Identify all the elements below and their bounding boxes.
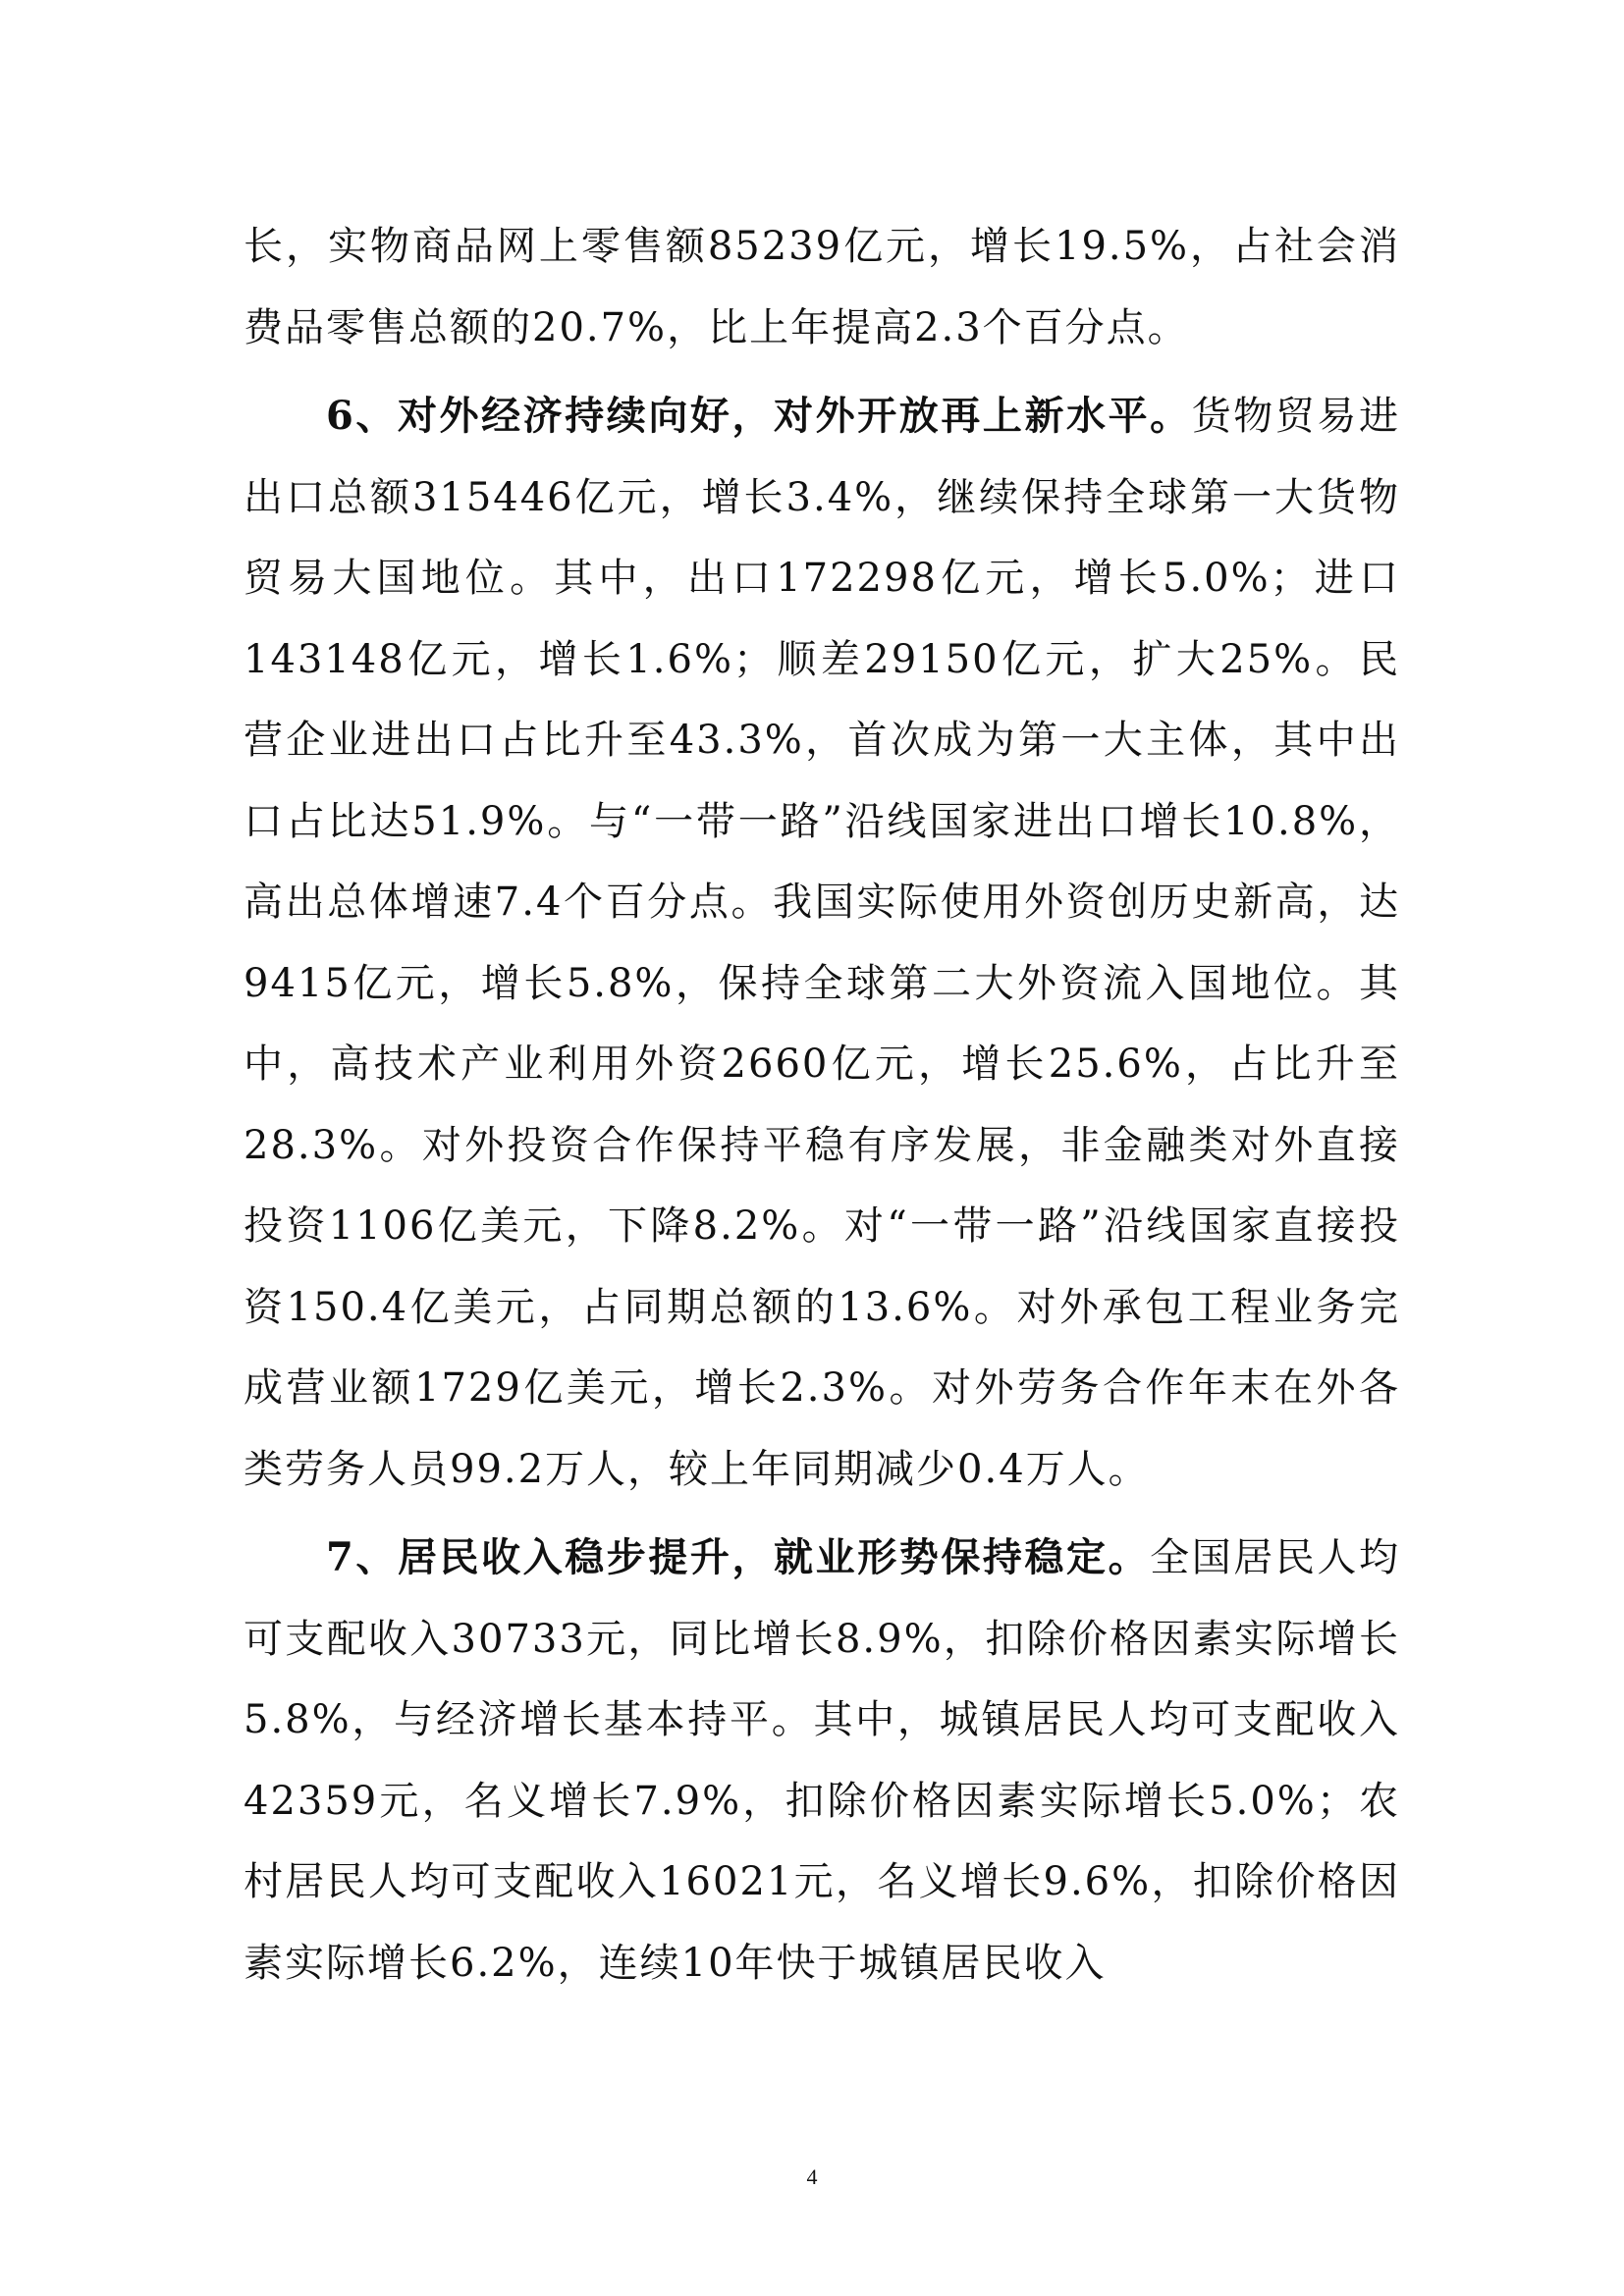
page-number: 4	[806, 2164, 818, 2189]
section-heading-7: 7、居民收入稳步提升，就业形势保持稳定。	[326, 1534, 1151, 1580]
paragraph-continued	[244, 206, 1400, 368]
body-text	[244, 206, 1400, 2003]
paragraph-text: 货物贸易进出口总额315446亿元，增长3.4%，继续保持全球第一大货物贸易大国地位。其中，出口172298亿元，增长5.0%；进口143148亿元，增长1.6%；顺差29150亿元，扩大25%。民营企业进出口占比升至43.3%，首次成为第一大主体，其中出口占比达51.9%。与“一带一路”沿线国家进出口增长10.8%，高出总体增速7.4个百分点。我国实际使用外资创历史新高，达9415亿元，增长5.8%，保持全球第二大外资流入国地位。其中，高技术产业利用外资2660亿元，增长25.6%，占比升至28.3%。对外投资合作保持平稳有序发展，非金融类对外直接投资1106亿美元，下降8.2%。对“一带一路”沿线国家直接投资150.4亿美元，占同期总额的13.6%。对外承包工程业务完成营业额1729亿美元，增长2.3%。对外劳务合作年末在外各类劳务人员99.2万人，较上年同期减少0.4万人。	[244, 394, 1400, 1492]
paragraph-text: 长，实物商品网上零售额85239亿元，增长19.5%，占社会消费品零售总额的20.7%，比上年提高2.3个百分点。	[244, 224, 1400, 350]
paragraph-text: 全国居民人均可支配收入30733元，同比增长8.9%，扣除价格因素实际增长5.8%，与经济增长基本持平。其中，城镇居民人均可支配收入42359元，名义增长7.9%，扣除价格因素实际增长5.0%；农村居民人均可支配收入16021元，名义增长9.6%，扣除价格因素实际增长6.2%，连续10年快于城镇居民收入	[244, 1535, 1400, 1986]
section-heading-6: 6、对外经济持续向好，对外开放再上新水平。	[326, 393, 1192, 439]
paragraph-resident-income	[244, 1518, 1400, 2003]
paragraph-foreign-economy	[244, 376, 1400, 1510]
